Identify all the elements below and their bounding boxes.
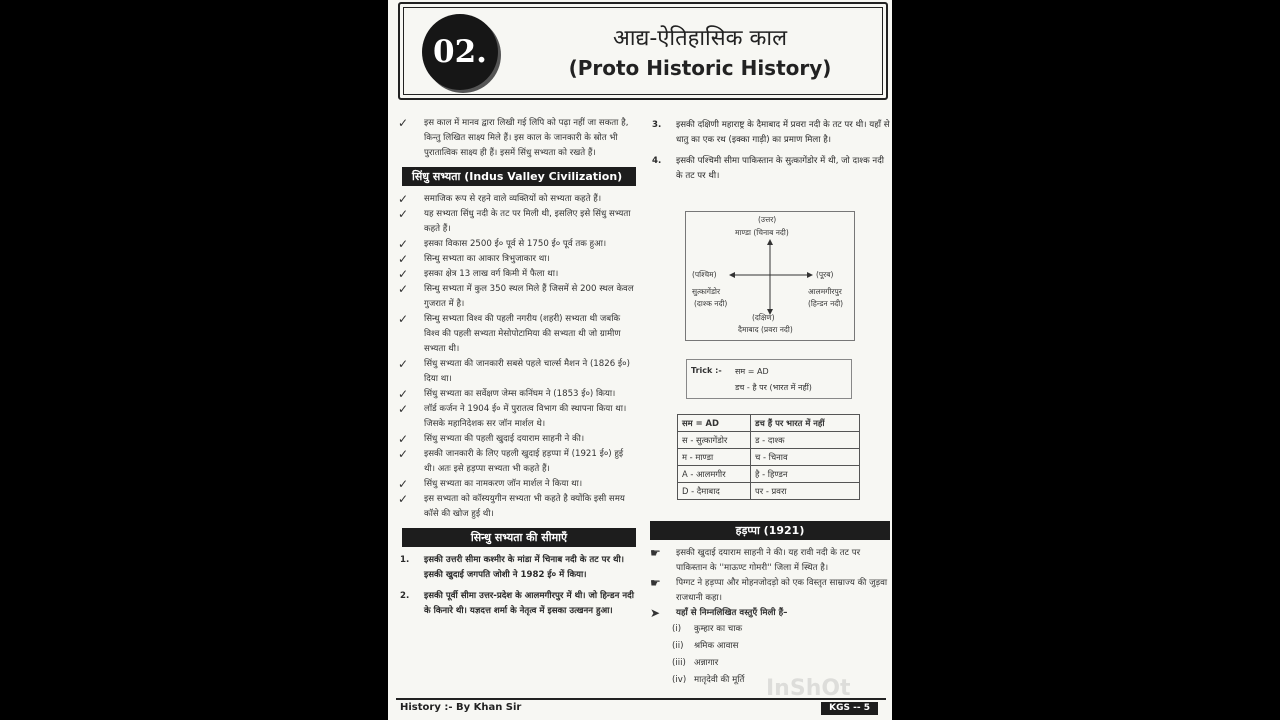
list-item: ✓ लॉर्ड कर्जन ने 1904 ई० में पुरातत्व विभाग की स्थापना किया था। जिसके महानिदेशक सर जॉन मार्शल थे। — [398, 402, 627, 429]
checkmark-icon: ✓ — [398, 312, 409, 326]
south-place: दैमाबाद (प्रवरा नदी) — [738, 325, 793, 334]
list-item: ✓ सिन्धु सभ्यता का आकार त्रिभुजाकार था। — [398, 252, 550, 266]
right-column-top — [644, 116, 890, 190]
document-page — [388, 0, 892, 720]
direction-diagram — [685, 211, 855, 341]
boundary-item: 1. इसकी उत्तरी सीमा कश्मीर के मांडा में चिनाब नदी के तट पर थी। इसकी खुदाई जगपति जोशी ने 1982 ई० में किया। — [400, 555, 624, 580]
trick-line-2: डच - है पर (भारत में नहीं) — [735, 383, 812, 392]
intro-paragraph — [392, 116, 636, 161]
footer-author: History :- By Khan Sir — [400, 702, 522, 713]
watermark: InShOt — [766, 676, 851, 701]
list-item: (ii) श्रमिक आवास — [672, 641, 739, 651]
table-row: म - माण्डा च - चिनाव — [678, 449, 860, 466]
found-items-heading: ➤ यहाँ से निम्नलिखित वस्तुएँ मिली हैं– — [650, 606, 788, 620]
trick-label: Trick :- — [691, 366, 722, 375]
checkmark-icon: ✓ — [398, 492, 409, 506]
checkmark-icon: ✓ — [398, 207, 409, 221]
section-heading-harappa: हड़प्पा (1921) — [650, 521, 890, 540]
north-place: माण्डा (चिनाब नदी) — [735, 228, 789, 237]
list-item: ✓ सिन्धु सभ्यता विश्व की पहली नगरीय (शहरी) सभ्यता थी जबकि विश्व की पहली सभ्यता मेसोपोटामिया की सभ्यता थी जो ग्रामीण सभ्यता थी। — [398, 312, 621, 354]
list-item: ✓ सिंधु सभ्यता का नामकरण जॉन मार्शल ने किया था। — [398, 477, 583, 491]
checkmark-icon: ✓ — [398, 252, 409, 266]
west-place: सुत्कागेंडोर — [692, 287, 721, 296]
checkmark-icon: ✓ — [398, 477, 409, 491]
right-column-bottom — [644, 515, 890, 689]
list-item: (iii) अन्नागार — [672, 658, 719, 668]
trick-table — [677, 414, 860, 500]
south-label: (दक्षिण) — [752, 313, 775, 322]
section-heading-boundaries: सिन्धु सभ्यता की सीमाएँ — [402, 528, 636, 547]
trick-line-1: सम = AD — [735, 367, 769, 376]
intro-text: इस काल में मानव द्वारा लिखी गई लिपि को पढ़ा नहीं जा सकता है, किन्तु लिखित साक्ष्य मिले हैं। इस काल के जानकारी के स्रोत भी पुरातात्विक साक्ष्य ही हैं। इसमें सिंधु सभ्यता को रखते हैं। — [424, 118, 629, 158]
checkmark-icon: ✓ — [398, 192, 409, 206]
checkmark-icon: ✓ — [398, 282, 409, 296]
chapter-header — [398, 2, 888, 100]
list-item: ✓ इसका क्षेत्र 13 लाख वर्ग किमी में फैला था। — [398, 267, 559, 281]
arrow-right-icon: ➤ — [650, 606, 661, 620]
page-footer — [396, 698, 886, 714]
list-item: ☛ इसकी खुदाई दयाराम साहनी ने की। यह रावी नदी के तट पर पाकिस्तान के ''माऊण्ट गोमरी'' जिला में स्थित है। — [650, 546, 861, 573]
list-item: ✓ इसकी जानकारी के लिए पहली खुदाई हड़प्पा में (1921 ई०) हुई थी। अतः इसे हड़प्पा सभ्यता भी कहते हैं। — [398, 447, 624, 474]
table-row: A - आलमगीर है - हिण्डन — [678, 466, 860, 483]
left-column — [392, 116, 636, 625]
table-row: D - दैमाबाद पर - प्रवरा — [678, 483, 860, 500]
list-item: ✓ सिंधु सभ्यता की जानकारी सबसे पहले चार्ल्स मैशन ने (1826 ई०) दिया था। — [398, 357, 630, 384]
boundary-item: 2. इसकी पूर्वी सीमा उत्तर-प्रदेश के आलमगीरपुर में थी। जो हिन्डन नदी के किनारे थी। यज्ञदत्त शर्मा के नेतृत्व में इसका उत्खनन हुआ। — [400, 591, 634, 616]
checkmark-icon: ✓ — [398, 402, 409, 416]
east-place: आलमगीरपुर — [808, 287, 842, 296]
table-row: स - सुत्कागेंडोर ड - दाश्क — [678, 432, 860, 449]
page-number: KGS -- 5 — [821, 702, 878, 715]
hand-pointer-icon: ☛ — [650, 546, 661, 560]
indus-list — [392, 192, 636, 522]
chapter-title-english: (Proto Historic History) — [568, 56, 832, 80]
list-item: ✓ सिंधु सभ्यता का सर्वेक्षण जेम्स कनिंघम ने (1853 ई०) किया। — [398, 387, 616, 401]
list-item: ✓ इस सभ्यता को कॉस्ययुगीन सभ्यता भी कहते है क्योंकि इसी समय कॉसे की खोज हुई थी। — [398, 492, 625, 519]
list-item: ✓ सिंधु सभ्यता की पहली खुदाई दयाराम साहनी ने की। — [398, 432, 585, 446]
list-item: ✓ इसका विकास 2500 ई० पूर्व से 1750 ई० पूर्व तक हुआ। — [398, 237, 607, 251]
hand-pointer-icon: ☛ — [650, 576, 661, 590]
checkmark-icon: ✓ — [398, 237, 409, 251]
checkmark-icon: ✓ — [398, 357, 409, 371]
boundary-item: 4. इसकी पश्चिमी सीमा पाकिस्तान के सुत्कागेंडोर में थी, जो दाश्क नदी के तट पर थी। — [652, 156, 884, 181]
checkmark-icon: ✓ — [398, 387, 409, 401]
list-item: ☛ पिग्गट ने हड़प्पा और मोहनजोदड़ो को एक विस्तृत साम्राज्य की जुड़वा राजधानी कहा। — [650, 576, 888, 603]
north-label: (उत्तर) — [758, 215, 777, 224]
list-item: ✓ सिन्धु सभ्यता में कुल 350 स्थल मिले हैं जिसमें से 200 स्थल केवल गुजरात में है। — [398, 282, 634, 309]
list-item: (iv) मातृदेवी की मूर्ति — [672, 675, 745, 685]
east-river: (हिन्डन नदी) — [808, 299, 844, 308]
checkmark-icon: ✓ — [398, 116, 409, 130]
chapter-title-hindi: आद्य-ऐतिहासिक काल — [612, 26, 788, 51]
list-item: (i) कुम्हार का चाक — [672, 624, 743, 634]
east-label: (पूरब) — [816, 270, 834, 279]
boundary-item: 3. इसकी दक्षिणी महाराष्ट्र के दैमाबाद में प्रवरा नदी के तट पर थी। यहाँ से धातु का एक रथ (इक्का गाड़ी) का प्रमाण मिला है। — [652, 120, 890, 145]
list-item: ✓ समाजिक रूप से रहने वाले व्यक्तियों को सभ्यता कहते हैं। — [398, 192, 602, 206]
west-label: (पश्चिम) — [692, 270, 717, 279]
trick-box — [686, 359, 852, 399]
checkmark-icon: ✓ — [398, 447, 409, 461]
west-river: (दाश्क नदी) — [694, 299, 728, 308]
table-header-row: सम = AD डच हैं पर भारत में नहीं — [678, 415, 860, 432]
section-heading-indus: सिंधु सभ्यता (Indus Valley Civilization) — [402, 167, 636, 186]
checkmark-icon: ✓ — [398, 267, 409, 281]
chapter-number: 02. — [422, 14, 498, 90]
checkmark-icon: ✓ — [398, 432, 409, 446]
list-item: ✓ यह सभ्यता सिंधु नदी के तट पर मिली थी, इसलिए इसे सिंधु सभ्यता कहते हैं। — [398, 207, 631, 234]
